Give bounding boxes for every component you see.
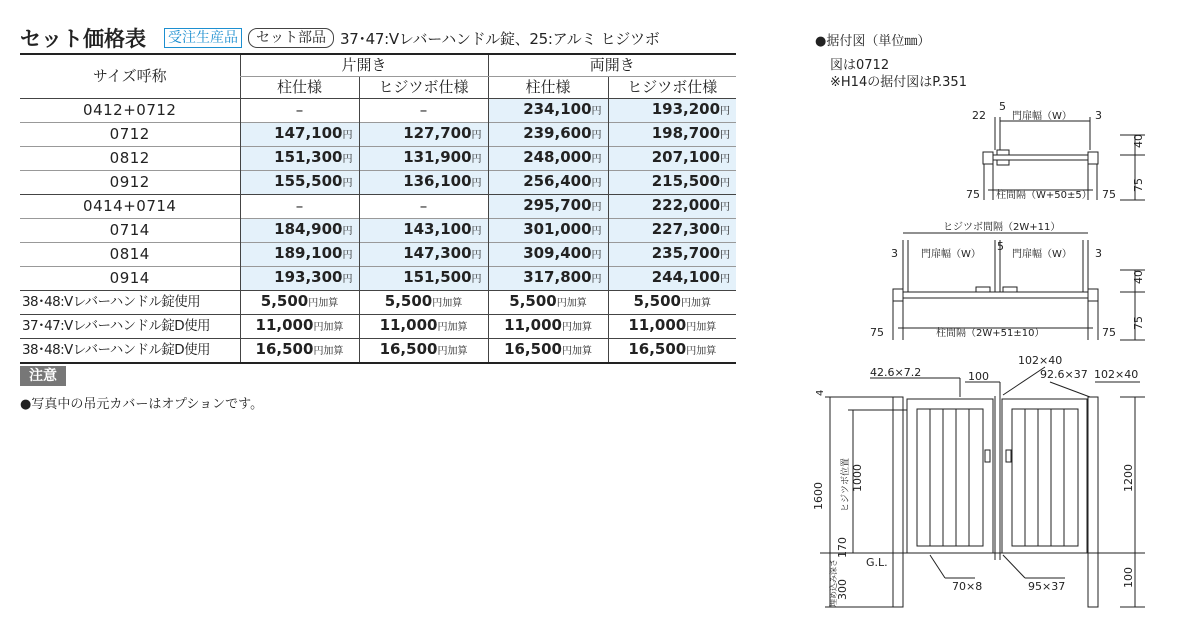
size-cell: 0414+0714 [20,195,240,219]
addon-value: 11,000 [628,316,687,334]
price-value: 147,100 [274,124,343,142]
price-value: 295,700 [523,196,592,214]
price-cell: – [240,195,359,219]
el-dim-1200: 1200 [1122,464,1135,492]
p1-dim-75-vert: 75 [1132,178,1145,192]
el-dim-95: 95×37 [1028,580,1066,593]
price-unit: 円 [591,226,602,237]
price-value: 193,200 [651,100,721,118]
order-badge: 受注生産品 [164,28,242,48]
price-value: 309,400 [523,244,592,262]
addon-value: 5,500 [509,292,557,310]
addon-value: 5,500 [633,292,681,310]
addon-unit: 円加算 [313,346,344,357]
el-dim-70: 70×8 [952,580,983,593]
el-dim-300: 300 [836,579,849,600]
diagram-note-model: 図は0712 [830,58,890,73]
price-unit: 円 [591,250,602,261]
price-unit: 円 [591,274,602,285]
addon-label: 38･48:Vレバーハンドル錠D使用 [20,339,240,364]
price-value: 222,000 [651,196,721,214]
el-dim-1000: 1000 [851,464,864,492]
price-value: 136,100 [403,172,472,190]
single-hijitsubo-header: ヒジツボ仕様 [359,77,488,99]
p2-hijitsubo-gap: ヒジツボ間隔（2W+11） [943,222,1061,233]
addon-unit: 円加算 [437,346,468,357]
p2-dim-5: 5 [997,240,1004,253]
addon-unit: 円加算 [686,322,717,333]
double-hijitsubo-header: ヒジツボ仕様 [608,77,736,99]
set-parts-badge: セット部品 [248,28,334,48]
el-dim-102-right: 102×40 [1094,368,1139,381]
el-bury-depth: 埋め込み深さ [829,559,838,607]
el-dim-4: 4 [815,389,826,396]
price-value: 256,400 [523,172,592,190]
el-hijitsubo-position: ヒジツボ位置 [841,457,851,512]
price-value: 151,500 [403,268,472,286]
price-unit: 円 [471,226,482,237]
price-unit: 円 [720,178,731,189]
addon-unit: 円加算 [308,298,339,309]
price-unit: 円 [342,274,353,285]
diagram-note-reference: ※H14の据付図はP.351 [830,75,967,90]
addon-unit: 円加算 [681,298,711,309]
addon-value: 16,500 [379,340,438,358]
note-label: 注意 [20,366,66,386]
addon-unit: 円加算 [556,298,587,309]
size-cell: 0814 [20,243,240,267]
double-pillar-header: 柱仕様 [488,77,608,99]
price-unit: 円 [342,178,353,189]
note-text: ●写真中の吊元カバーはオプションです。 [20,397,264,412]
size-cell: 0912 [20,171,240,195]
addon-value: 5,500 [384,292,433,310]
price-value: 151,300 [274,148,343,166]
price-unit: 円 [471,178,482,189]
price-value: 189,100 [274,244,343,262]
price-unit: 円 [342,154,353,165]
price-unit: 円 [720,250,731,261]
price-unit: 円 [720,226,731,237]
size-cell: 0914 [20,267,240,291]
p1-dim-3: 3 [1095,109,1102,122]
size-cell: 0812 [20,147,240,171]
addon-value: 5,500 [260,292,309,310]
addon-value: 16,500 [628,340,687,358]
p1-dim-75-left: 75 [966,188,980,201]
addon-unit: 円加算 [561,322,592,333]
price-unit: 円 [591,154,602,165]
p1-dim-5: 5 [999,100,1006,113]
price-value: 248,000 [523,148,592,166]
el-dim-100-bottom: 100 [1122,567,1135,588]
p2-dim-75-right: 75 [1102,326,1116,339]
price-unit: 円 [342,250,353,261]
price-value: 198,700 [651,124,721,142]
el-dim-102-top: 102×40 [1018,354,1063,367]
price-unit: 円 [591,202,602,213]
price-value: 239,600 [523,124,592,142]
p2-dim-40: 40 [1132,270,1145,284]
price-value: 155,500 [274,172,343,190]
addon-unit: 円加算 [432,298,463,309]
p1-dim-22: 22 [972,109,986,122]
diagram-title: ●据付図（単位㎜） [815,34,931,49]
price-value: 147,300 [403,244,472,262]
addon-label: 37･47:Vレバーハンドル錠D使用 [20,315,240,339]
size-cell: 0412+0712 [20,99,240,123]
price-value: 193,300 [274,268,343,286]
price-unit: 円 [591,178,602,189]
addon-unit: 円加算 [437,322,468,333]
price-value: 143,100 [403,220,472,238]
addon-value: 11,000 [504,316,562,334]
price-value: 227,300 [651,220,721,238]
price-cell: – [359,195,488,219]
double-door-header: 両開き [488,54,736,77]
price-cell: – [240,99,359,123]
p1-dim-40: 40 [1132,134,1145,148]
price-value: 127,700 [403,124,472,142]
price-unit: 円 [342,226,353,237]
p1-dim-75-right: 75 [1102,188,1116,201]
size-cell: 0714 [20,219,240,243]
price-value: 215,500 [651,172,721,190]
addon-value: 11,000 [255,316,314,334]
price-unit: 円 [591,106,602,117]
price-unit: 円 [720,154,731,165]
addon-label: 38･48:Vレバーハンドル錠使用 [20,291,240,315]
el-dim-100: 100 [968,370,989,383]
p2-dim-75-vert: 75 [1132,316,1145,330]
p2-pillar-gap: 柱間隔（2W+51±10） [936,328,1045,339]
p1-pillar-gap: 柱間隔（W+50±5） [996,190,1092,201]
p2-dim-3-left: 3 [891,247,898,260]
price-value: 244,100 [651,268,721,286]
page-subtitle: 37･47:Vレバーハンドル錠、25:アルミ ヒジツボ [340,29,660,48]
size-header: サイズ呼称 [20,54,240,99]
addon-value: 16,500 [504,340,562,358]
p1-door-width: 門扉幅（W） [1012,111,1072,122]
price-value: 184,900 [274,220,343,238]
price-unit: 円 [471,154,482,165]
addon-unit: 円加算 [686,346,717,357]
el-dim-92: 92.6×37 [1040,368,1088,381]
page-title: セット価格表 [20,27,146,51]
single-pillar-header: 柱仕様 [240,77,359,99]
p2-dim-75-left: 75 [870,326,884,339]
single-door-header: 片開き [240,54,488,77]
addon-unit: 円加算 [313,322,344,333]
el-dim-170: 170 [836,537,849,558]
price-unit: 円 [471,130,482,141]
price-value: 317,800 [523,268,592,286]
addon-unit: 円加算 [561,346,592,357]
addon-value: 16,500 [255,340,314,358]
price-unit: 円 [342,130,353,141]
el-ground-level: G.L. [866,556,888,569]
price-unit: 円 [720,106,731,117]
price-unit: 円 [471,274,482,285]
price-cell: – [359,99,488,123]
el-dim-42: 42.6×7.2 [870,366,922,379]
price-value: 207,100 [651,148,721,166]
el-dim-1600: 1600 [812,482,825,510]
size-cell: 0712 [20,123,240,147]
price-value: 234,100 [523,100,592,118]
p2-dim-3-right: 3 [1095,247,1102,260]
price-unit: 円 [591,130,602,141]
price-unit: 円 [720,274,731,285]
p2-door-width-right: 門扉幅（W） [1012,249,1072,260]
price-value: 301,000 [523,220,592,238]
price-value: 131,900 [403,148,472,166]
addon-value: 11,000 [379,316,438,334]
price-value: 235,700 [651,244,721,262]
price-unit: 円 [720,130,731,141]
p2-door-width-left: 門扉幅（W） [921,249,981,260]
price-unit: 円 [720,202,731,213]
price-unit: 円 [471,250,482,261]
